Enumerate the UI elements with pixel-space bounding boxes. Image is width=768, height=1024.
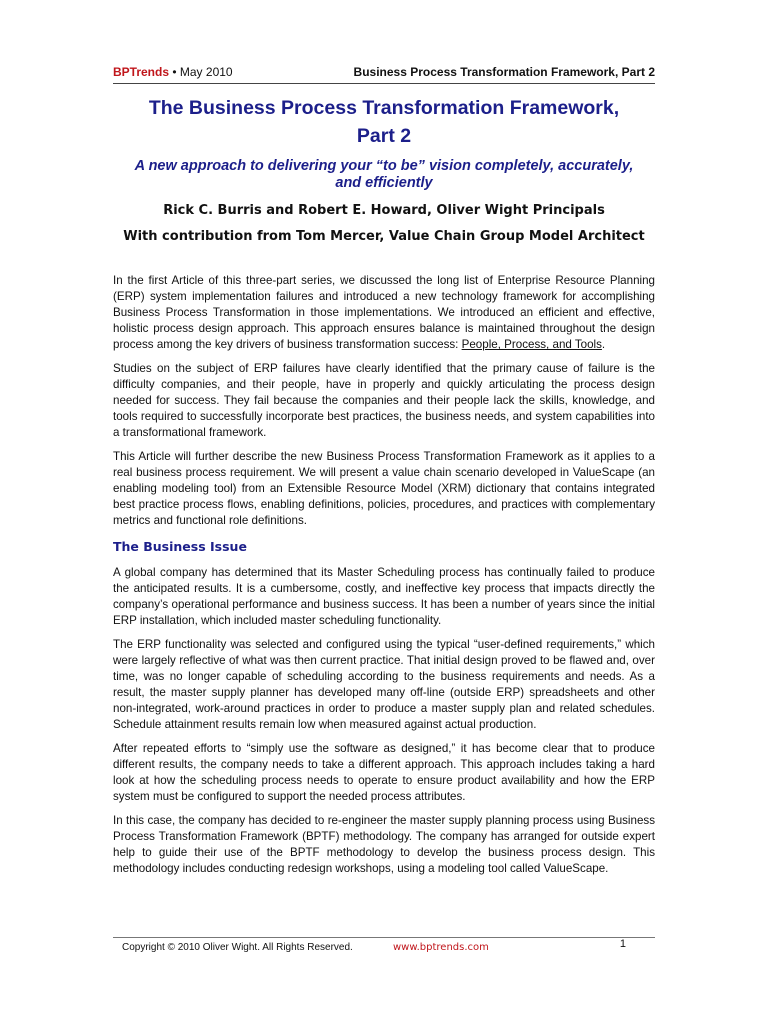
footer-website-link[interactable]: www.bptrends.com xyxy=(393,942,489,953)
footer-copyright: Copyright © 2010 Oliver Wight. All Rights Reserved. xyxy=(122,942,353,953)
header-rule xyxy=(113,83,655,84)
paragraph-1-end: . xyxy=(601,338,606,351)
people-process-tools-link: People, Process, and Tools xyxy=(461,338,602,351)
paragraph-3: This Article will further describe the new Business Process Transformation Framework as it applies to a real business process requirement. We will present a value chain scenario developed in ValueScape (an enabling modeling tool) from an Extensible Resource Model (XRM) dictionary that contains integrated best practice process flows, enabling definitions, policies, procedures, and practices with complementary metrics and functional role definitions. xyxy=(113,450,655,527)
footer-rule xyxy=(113,937,655,938)
page-footer xyxy=(122,938,632,958)
document-subtitle xyxy=(100,158,668,192)
subtitle-line-1: A new approach to delivering your “to be” vision completely, accurately, xyxy=(134,158,634,174)
paragraph-6: After repeated efforts to “simply use the software as designed,” it has become clear that to produce different results, the company needs to take a different approach. This approach includes taking a hard look at how the scheduling process needs to operate to ensure product availability and how the ERP system must be configured to support the needed process attributes. xyxy=(113,742,655,803)
paragraph-1-text: In the first Article of this three-part series, we discussed the long list of Enterprise Resource Planning (ERP) system implementation failures and introduced a new technology framework for accomplishing Business Process Transformation in those implementations. We introduced an efficient and effective, holistic process design approach. This approach ensures balance is maintained throughout the design process among the key drivers of business transformation success: xyxy=(113,274,655,351)
title-line-1: The Business Process Transformation Framework, xyxy=(148,97,620,119)
paragraph-4: A global company has determined that its Master Scheduling process has continually failed to produce the anticipated results. It is a cumbersome, costly, and ineffective key process that impacts directly the company’s operational performance and business success. It has been a number of years since the initial ERP installation, which included master scheduling functionality. xyxy=(113,566,655,627)
header-running-title: Business Process Transformation Framework, Part 2 xyxy=(353,65,655,79)
page-number: 1 xyxy=(619,938,626,950)
contribution-line: With contribution from Tom Mercer, Value Chain Group Model Architect xyxy=(123,229,645,244)
header-brand: BPTrends xyxy=(113,65,170,79)
section-heading: The Business Issue xyxy=(113,539,247,554)
page-header xyxy=(113,64,655,80)
title-line-2: Part 2 xyxy=(356,125,412,147)
paragraph-1 xyxy=(113,273,655,353)
paragraph-7: In this case, the company has decided to re-engineer the master supply planning process using Business Process Transformation Framework (BPTF) methodology. The company has arranged for outside expert help to guide their use of the BPTF methodology to develop the business process design. This methodology includes conducting redesign workshops, using a modeling tool called ValueScape. xyxy=(113,814,655,875)
subtitle-line-2: and efficiently xyxy=(335,175,433,191)
article-body xyxy=(113,273,655,885)
paragraph-2: Studies on the subject of ERP failures have clearly identified that the primary cause of failure is the difficulty companies, and their people, have in properly and quickly articulating the process design needed for success. They fail because the companies and their people lack the skills, knowledge, and tools required to successfully incorporate best practices, the business needs, and system capabilities into a transformational framework. xyxy=(113,362,655,439)
document-title xyxy=(100,94,668,150)
authors-line: Rick C. Burris and Robert E. Howard, Oliver Wight Principals xyxy=(163,203,605,218)
header-left xyxy=(113,65,233,79)
paragraph-5: The ERP functionality was selected and configured using the typical “user-defined requirements,” which were largely reflective of what was then current practice. That initial design proved to be flawed and, over time, was no longer capable of scheduling according to the business requirements and needs. As a result, the master supply planner has developed many off-line (outside ERP) spreadsheets and other non-integrated, work-around practices in order to produce a master supply plan and related schedules. Schedule attainment results remain low when measured against actual production. xyxy=(113,638,655,731)
header-date: • May 2010 xyxy=(169,65,233,79)
